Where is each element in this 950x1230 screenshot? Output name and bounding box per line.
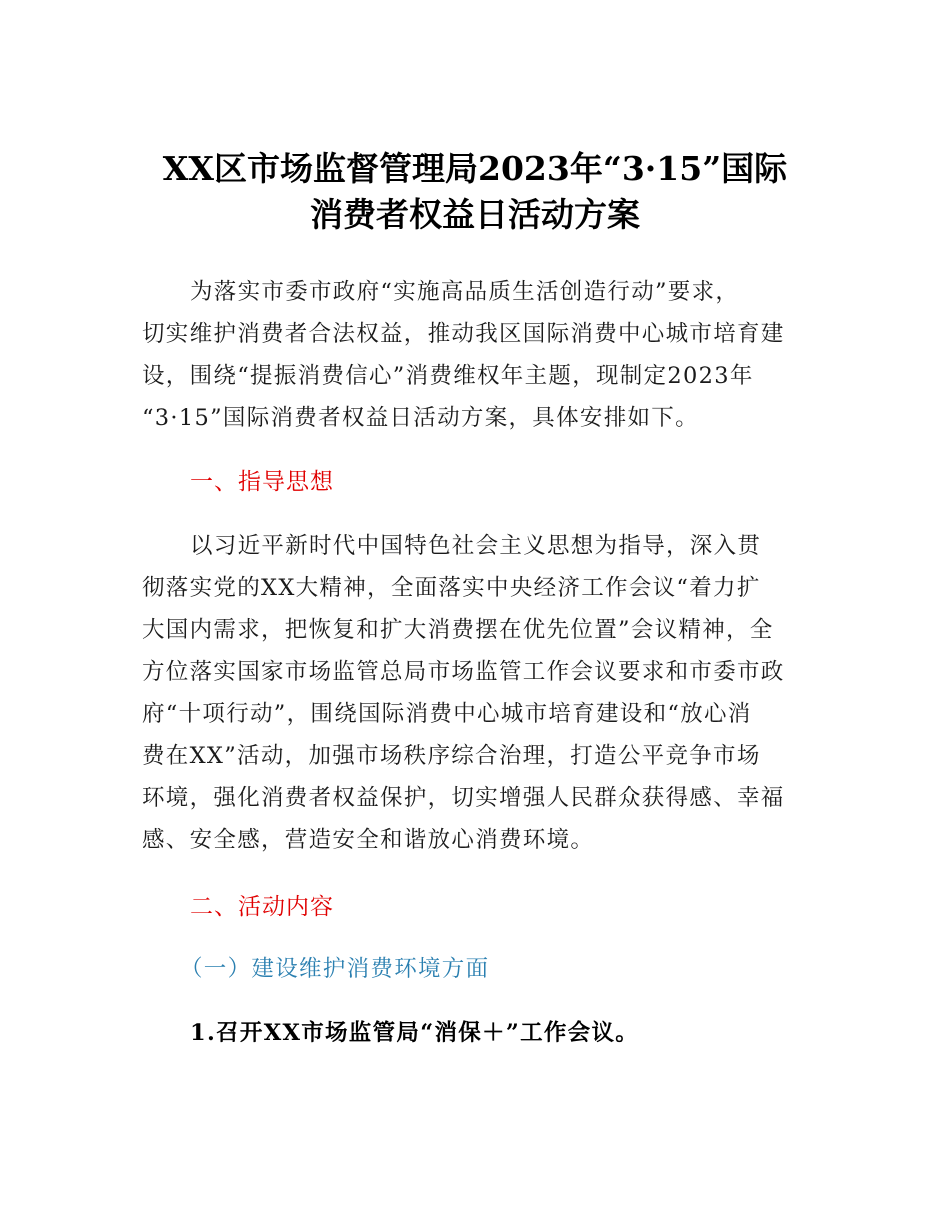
intro-line: 切实维护消费者合法权益，推动我区国际消费中心城市培育建 [142,321,785,347]
section-heading-activity-content: 二、活动内容 [190,894,334,920]
section-heading-guiding-ideology: 一、指导思想 [190,469,334,495]
intro-line: “3·15”国际消费者权益日活动方案，具体安排如下。 [142,405,699,431]
paragraph-line: 感、安全感，营造安全和谐放心消费环境。 [142,827,595,853]
paragraph-line: 费在XX”活动，加强市场秩序综合治理，打造公平竞争市场 [142,743,761,769]
intro-line: 为落实市委市政府“实施高品质生活创造行动”要求， [190,279,740,305]
paragraph-line: 环境，强化消费者权益保护，切实增强人民群众获得感、幸福 [142,785,785,811]
document-title-line-1: XX区市场监督管理局2023年“3·15”国际 [162,149,788,188]
paragraph-line: 府“十项行动”，围绕国际消费中心城市培育建设和“放心消 [142,701,752,727]
subsection-heading-consumer-environment: （一）建设维护消费环境方面 [180,956,490,982]
paragraph-line: 以习近平新时代中国特色社会主义思想为指导，深入贯 [190,533,762,559]
paragraph-line: 彻落实党的XX大精神，全面落实中央经济工作会议“着力扩 [142,575,761,601]
paragraph-line: 方位落实国家市场监管总局市场监管工作会议要求和市委市政 [142,659,785,685]
paragraph-line: 大国内需求，把恢复和扩大消费摆在优先位置”会议精神，全 [142,617,774,643]
document-title-line-2: 消费者权益日活动方案 [310,195,640,234]
intro-line: 设，围绕“提振消费信心”消费维权年主题，现制定2023年 [142,363,754,389]
list-item-1: 1.召开XX市场监管局“消保＋”工作会议。 [190,1020,640,1046]
